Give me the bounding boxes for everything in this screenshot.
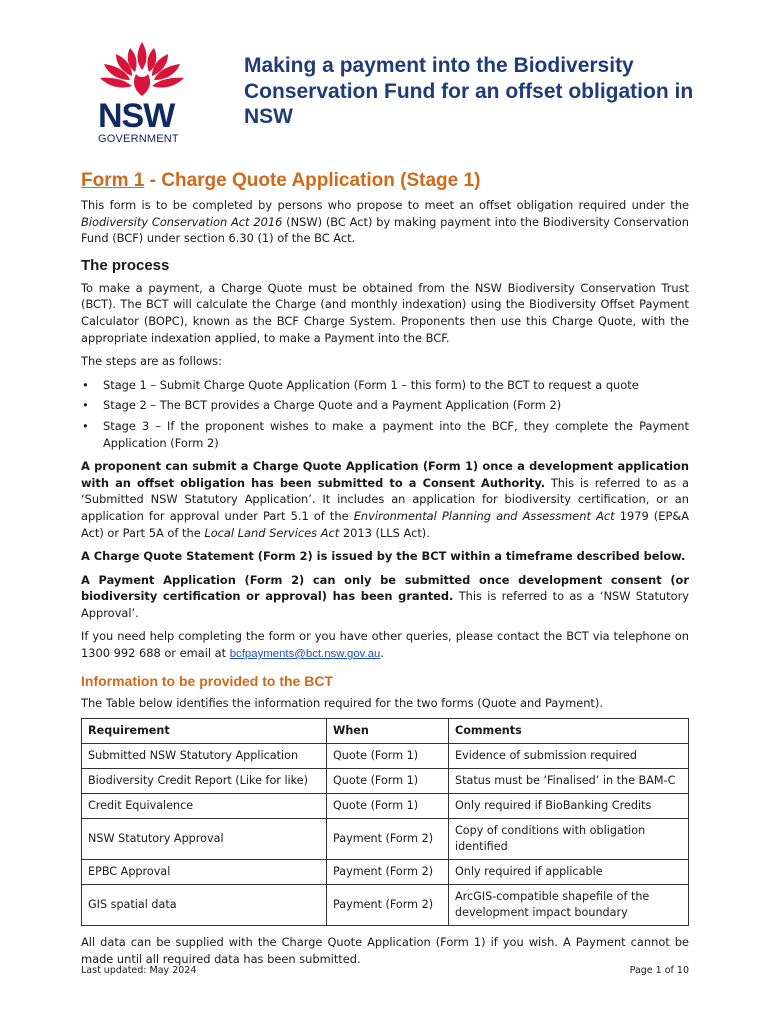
table-cell: Payment (Form 2) [327,819,449,860]
table-row [82,885,689,926]
table-cell: Payment (Form 2) [327,860,449,885]
email-link[interactable]: bcfpayments@bct.nsw.gov.au [229,648,381,661]
main-content [81,197,689,974]
steps-list [81,377,689,451]
payment-application-paragraph: A Payment Application (Form 2) can only be submitted once development consent (or biodiversity certification or approval) has been granted. This is referred to as a ‘NSW Statutory Approval’. [81,572,690,620]
table-cell: Biodiversity Credit Report (Like for like) [82,769,327,794]
table-cell: Evidence of submission required [449,744,689,769]
last-updated: Last updated: May 2024 [81,965,197,976]
requirements-table [81,718,689,926]
column-header: Comments [449,719,689,744]
charge-quote-statement-paragraph: A Charge Quote Statement (Form 2) is issued by the BCT within a timeframe described below. [81,549,686,564]
submission-paragraph: A proponent can submit a Charge Quote Application (Form 1) once a development application with an offset obligation has been submitted to a Consent Authority. This is referred to as a ‘Submitted NSW Statutory Application’. It includes an application for biodiversity certification, or an application for approval under Part 5.1 of the Environmental Planning and Assessment Act 1979 (EP&A Act) or Part 5A of the Local Land Services Act 2013 (LLS Act). [81,459,690,540]
column-header: Requirement [82,719,327,744]
table-row [82,860,689,885]
table-row [82,769,689,794]
form-title-rest: - Charge Quote Application (Stage 1) [144,170,481,191]
table-cell: NSW Statutory Approval [82,819,327,860]
table-row [82,794,689,819]
table-cell: Submitted NSW Statutory Application [82,744,327,769]
column-header: When [327,719,449,744]
table-cell: Copy of conditions with obligation identified [449,819,689,860]
form-1-link[interactable]: Form 1 [81,170,145,191]
table-header-row [82,719,689,744]
table-cell: ArcGIS-compatible shapefile of the development impact boundary [449,885,689,926]
logo-government-text: GOVERNMENT [98,133,179,145]
table-cell: Status must be ‘Finalised’ in the BAM-C [449,769,689,794]
table-row [82,744,689,769]
form-title [81,170,480,192]
table-row [82,819,689,860]
table-cell: GIS spatial data [82,885,327,926]
steps-intro: The steps are as follows: [81,354,222,369]
table-cell: Payment (Form 2) [327,885,449,926]
info-heading: Information to be provided to the BCT [81,672,333,689]
info-intro: The Table below identifies the information required for the two forms (Quote and Payment). [81,695,603,710]
waratah-flower-icon [92,40,192,100]
table-cell: Only required if BioBanking Credits [449,794,689,819]
list-item: • Stage 2 – The BCT provides a Charge Quote and a Payment Application (Form 2) [81,397,689,414]
list-item: • Stage 1 – Submit Charge Quote Application (Form 1 – this form) to the BCT to request a quote [81,377,689,394]
page-number: Page 1 of 10 [629,965,689,976]
contact-paragraph: If you need help completing the form or you have other queries, please contact the BCT via telephone on 1300 992 688 or email at bcfpayments@bct.nsw.gov.au. [81,629,689,661]
process-heading: The process [81,256,170,274]
logo-nsw-text: NSW [98,97,175,135]
intro-paragraph: This form is to be completed by persons who propose to meet an offset obligation required under the Biodiversity Conservation Act 2016 (NSW) (BC Act) by making payment into the Biodiversity Conservation Fund (BCF) under section 6.30 (1) of the BC Act. [81,198,689,246]
table-cell: Quote (Form 1) [327,769,449,794]
table-cell: Quote (Form 1) [327,744,449,769]
table-cell: Only required if applicable [449,860,689,885]
process-paragraph: To make a payment, a Charge Quote must be obtained from the NSW Biodiversity Conservation Trust (BCT). The BCT will calculate the Charge (and monthly indexation) using the Biodiversity Offset Payment Calculator (BOPC), known as the BCF Charge System. Proponents then use this Charge Quote, with the appropriate indexation applied, to make a Payment into the BCF. [81,280,689,345]
list-item: • Stage 3 – If the proponent wishes to make a payment into the BCF, they complete the Payment Application (Form 2) [81,418,689,451]
page-title: Making a payment into the Biodiversity Conservation Fund for an offset obligation in NSW [244,54,694,128]
table-cell: Quote (Form 1) [327,794,449,819]
table-cell: EPBC Approval [82,860,327,885]
table-cell: Credit Equivalence [82,794,327,819]
closing-paragraph: All data can be supplied with the Charge Quote Application (Form 1) if you wish. A Payment cannot be made until all required data has been submitted. [81,935,689,966]
